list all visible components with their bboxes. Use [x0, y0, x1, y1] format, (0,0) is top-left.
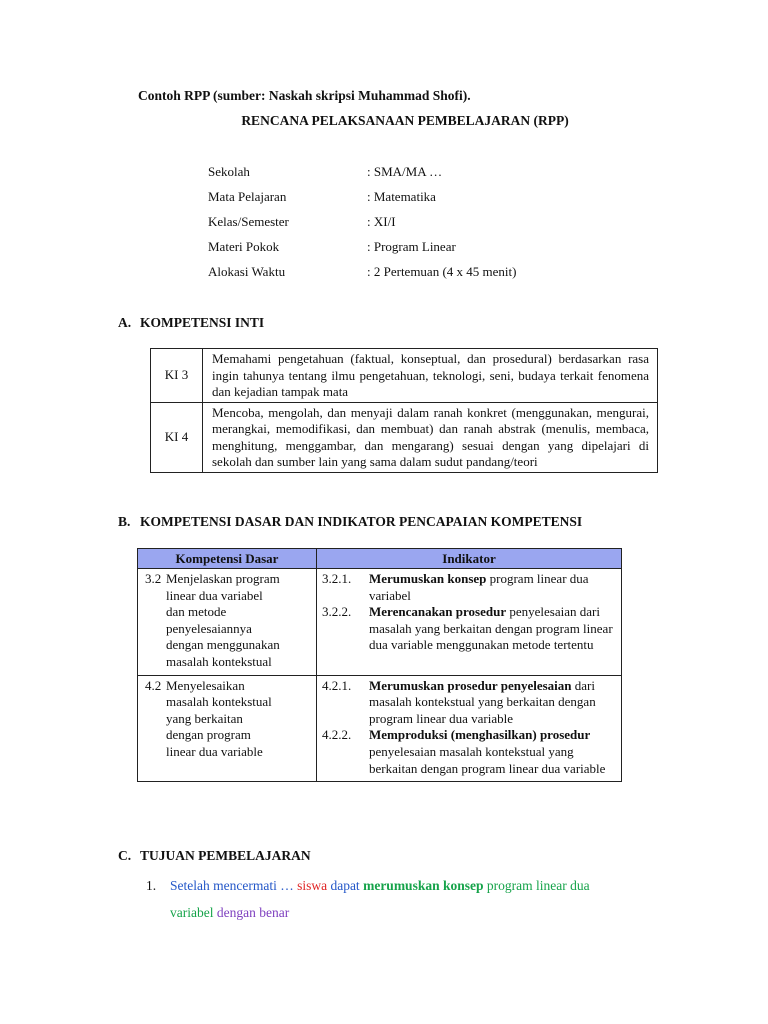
goal-condition: Setelah mencermati …	[170, 878, 294, 893]
kompetensi-dasar-table	[137, 548, 622, 782]
identity-value-kelas-semester: : XI/I	[367, 214, 396, 229]
kd-text-line: dengan program	[166, 727, 251, 743]
kd-text-line: yang berkaitan	[166, 710, 243, 726]
indicator-text: program linear dua variabel	[369, 571, 589, 603]
section-a-letter: A.	[118, 315, 132, 330]
section-a-heading	[118, 315, 264, 331]
column-header-indikator: Indikator	[317, 549, 622, 569]
goal-behavior-continued: variabel	[170, 905, 214, 920]
identity-label-kelas-semester: Kelas/Semester	[208, 214, 289, 229]
goal-behavior: program linear dua	[483, 878, 590, 893]
kd-text-line: dan metode	[166, 604, 227, 620]
kd-cell	[138, 569, 317, 676]
identity-value-mata-pelajaran: : Matematika	[367, 189, 436, 204]
section-c-letter: C.	[118, 848, 132, 863]
indicator-number: 4.2.2.	[322, 727, 352, 743]
identity-label-alokasi-waktu: Alokasi Waktu	[208, 264, 286, 279]
identity-value-materi-pokok: : Program Linear	[367, 239, 456, 254]
document-title: RENCANA PELAKSANAAN PEMBELAJARAN (RPP)	[241, 113, 569, 128]
indicator-number: 3.2.1.	[322, 571, 352, 586]
goal-degree: dengan benar	[213, 905, 290, 920]
ki-description: Mencoba, mengolah, dan menyaji dalam ranah konkret (menggunakan, mengurai, merangkai, memodifikasi, dan membuat) dan ranah abstrak (menulis, membaca, menghitung, menggambar, dan mengarang) sesuai dengan yang dipelajari di sekolah dan sumber lain yang sama dalam sudut pandang/teori	[203, 402, 658, 472]
kompetensi-inti-table	[150, 348, 658, 473]
indicator-text: penyelesaian dari masalah yang berkaitan dengan program linear dua variable menggunakan metode tertentu	[369, 604, 613, 653]
indicator-keyword: Merumuskan konsep	[369, 571, 487, 586]
ki-description: Memahami pengetahuan (faktual, konseptual, dan prosedural) berdasarkan rasa ingin tahunya tentang ilmu pengetahuan, teknologi, seni, budaya terkait fenomena dan kejadian tampak mata	[203, 349, 658, 403]
goal-audience: siswa	[293, 878, 328, 893]
identity-label-mata-pelajaran: Mata Pelajaran	[208, 189, 287, 204]
column-header-kompetensi-dasar: Kompetensi Dasar	[138, 549, 317, 569]
identity-label-materi-pokok: Materi Pokok	[208, 239, 280, 254]
kd-cell	[138, 675, 317, 782]
section-b-letter: B.	[118, 514, 131, 529]
source-caption: Contoh RPP (sumber: Naskah skripsi Muhammad Shofi).	[138, 88, 471, 103]
section-a-title: KOMPETENSI INTI	[140, 315, 265, 330]
indicator-number: 3.2.2.	[322, 604, 352, 620]
indicator-cell	[317, 569, 622, 676]
kd-text-line: Menjelaskan program	[166, 571, 280, 586]
table-row	[138, 569, 622, 676]
indicator-cell	[317, 675, 622, 782]
section-c-heading	[118, 848, 311, 864]
indicator-item	[322, 571, 617, 604]
indicator-item	[322, 678, 617, 728]
section-c-title: TUJUAN PEMBELAJARAN	[140, 848, 311, 863]
kd-text-line: linear dua variabel	[166, 587, 263, 603]
learning-goal-list	[146, 872, 666, 926]
list-item	[146, 872, 666, 926]
table-row	[151, 349, 658, 403]
indicator-keyword: Merencanakan prosedur	[369, 604, 507, 620]
kd-text-line: linear dua variable	[166, 743, 263, 759]
indicator-keyword: Memproduksi (menghasilkan) prosedur	[369, 727, 591, 743]
ki-code: KI 3	[151, 349, 203, 403]
goal-connector: dapat	[327, 878, 360, 893]
kd-text-line: masalah kontekstual	[166, 694, 272, 710]
indicator-text: penyelesaian masalah kontekstual yang berkaitan dengan program linear dua variable	[369, 743, 606, 776]
indicator-number: 4.2.1.	[322, 677, 352, 693]
kd-text-line: penyelesaiannya	[166, 620, 252, 636]
kd-number: 4.2	[145, 677, 162, 693]
kd-text-line: masalah kontekstual	[166, 653, 272, 669]
goal-behavior-keyword: merumuskan konsep	[359, 878, 484, 893]
indicator-item	[322, 604, 617, 654]
kd-number: 3.2	[145, 571, 162, 586]
table-row	[138, 675, 622, 782]
indicator-keyword: Merumuskan prosedur penyelesaian	[369, 677, 572, 693]
goal-number: 1.	[146, 878, 157, 893]
ki-code: KI 4	[151, 402, 203, 472]
table-row	[151, 402, 658, 472]
kd-text-line: Menyelesaikan	[166, 677, 245, 693]
identity-value-sekolah: : SMA/MA …	[367, 164, 443, 179]
indicator-item	[322, 727, 617, 777]
section-b-heading	[118, 514, 582, 530]
section-b-title: KOMPETENSI DASAR DAN INDIKATOR PENCAPAIAN KOMPETENSI	[140, 514, 583, 529]
kd-text-line: dengan menggunakan	[166, 637, 280, 653]
identity-value-alokasi-waktu: : 2 Pertemuan (4 x 45 menit)	[367, 264, 517, 279]
table-header-row	[138, 549, 622, 569]
indicator-text: dari masalah kontekstual yang berkaitan dengan program linear dua variable	[369, 677, 596, 726]
identity-label-sekolah: Sekolah	[208, 164, 250, 179]
